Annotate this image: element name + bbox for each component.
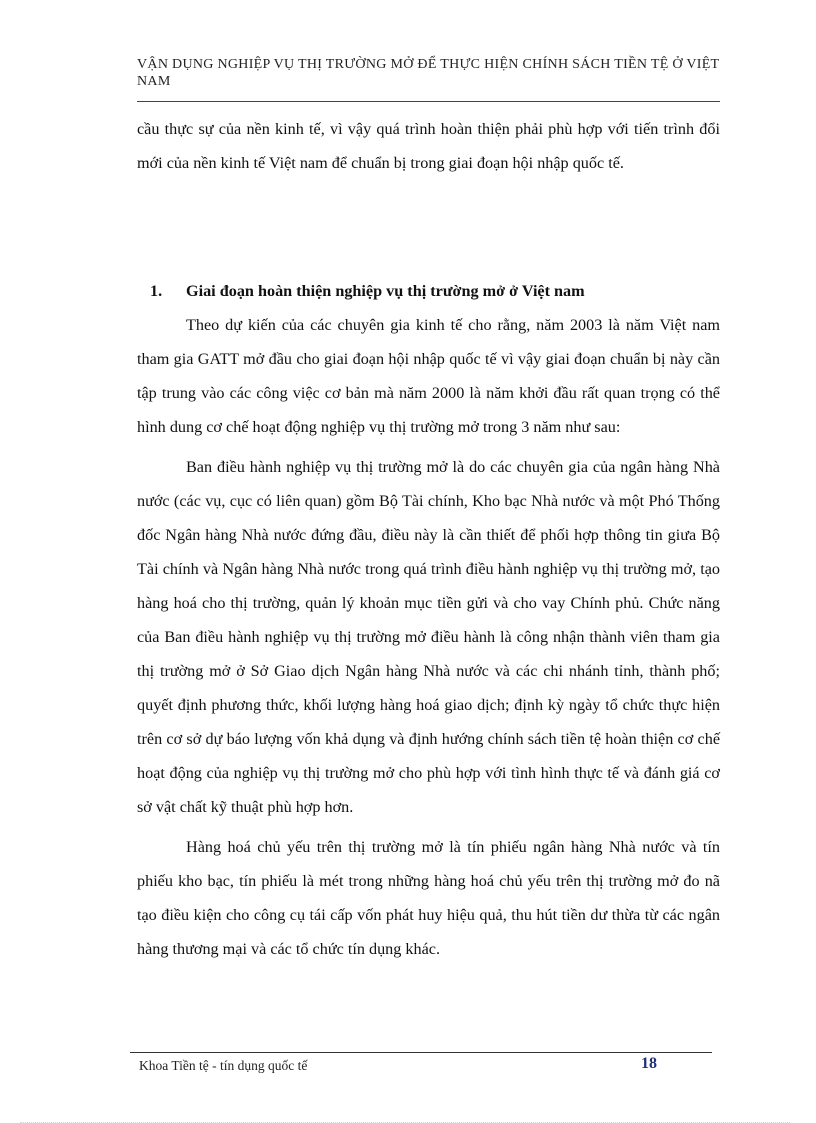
section-heading bbox=[137, 274, 720, 308]
footer-department: Khoa Tiền tệ - tín dụng quốc tế bbox=[139, 1058, 308, 1073]
page-number: 18 bbox=[641, 1055, 657, 1072]
header-divider bbox=[137, 101, 720, 102]
intro-paragraph: cầu thực sự của nền kinh tế, vì vậy quá trình hoàn thiện phải phù hợp với tiến trình đổi mới của nền kinh tế Việt nam để chuẩn bị trong giai đoạn hội nhập quốc tế. bbox=[137, 120, 720, 172]
footer-divider bbox=[130, 1052, 712, 1053]
paragraph-2: Ban điều hành nghiệp vụ thị trường mở là do các chuyên gia của ngân hàng Nhà nước (các vụ, cục có liên quan) gồm Bộ Tài chính, Kho bạc Nhà nước và một Phó Thống đốc Ngân hàng Nhà nước đứng đầu, điều này là cần thiết để phối hợp thông tin giưa Bộ Tài chính và Ngân hàng Nhà nước trong quá trình điều hành nghiệp vụ thị trường mở, tạo hàng hoá cho thị trường, quản lý khoản mục tiền gửi và cho vay Chính phủ. Chức năng của Ban điều hành nghiệp vụ thị trường mở điều hành là công nhận thành viên tham gia thị trường mở ở Sở Giao dịch Ngân hàng Nhà nước và các chi nhánh tỉnh, thành phố; quyết định phương thức, khối lượng hàng hoá giao dịch; định kỳ ngày tổ chức thực hiện trên cơ sở dự báo lượng vốn khả dụng và định hướng chính sách tiền tệ hoàn thiện cơ chế hoạt động của nghiệp vụ thị trường mở cho phù hợp với tình hình thực tế và đánh giá cơ sở vật chất kỹ thuật phù hợp hơn. bbox=[137, 458, 720, 816]
running-header: VẬN DỤNG NGHIỆP VỤ THỊ TRƯỜNG MỞ ĐỂ THỰC HIỆN CHÍNH SÁCH TIỀN TỆ Ở VIỆT NAM bbox=[137, 57, 720, 89]
section-title: Giai đoạn hoàn thiện nghiệp vụ thị trường mở ở Việt nam bbox=[186, 282, 585, 300]
page-body bbox=[137, 112, 720, 966]
paragraph-3: Hàng hoá chủ yếu trên thị trường mở là tín phiếu ngân hàng Nhà nước và tín phiếu kho bạc, tín phiếu là mét trong những hàng hoá chủ yếu trên thị trường mở đo nã tạo điều kiện cho công cụ tái cấp vốn phát huy hiệu quả, thu hút tiền dư thừa từ các ngân hàng thương mại và các tổ chức tín dụng khác. bbox=[137, 838, 720, 958]
paragraph-1: Theo dự kiến của các chuyên gia kinh tế cho rằng, năm 2003 là năm Việt nam tham gia GATT mở đầu cho giai đoạn hội nhập quốc tế vì vậy giai đoạn chuẩn bị này cần tập trung vào các công việc cơ bản mà năm 2000 là năm khởi đầu rất quan trọng có thể hình dung cơ chế hoạt động nghiệp vụ thị trường mở trong 3 năm như sau: bbox=[137, 316, 720, 436]
section-number: 1. bbox=[150, 282, 163, 300]
